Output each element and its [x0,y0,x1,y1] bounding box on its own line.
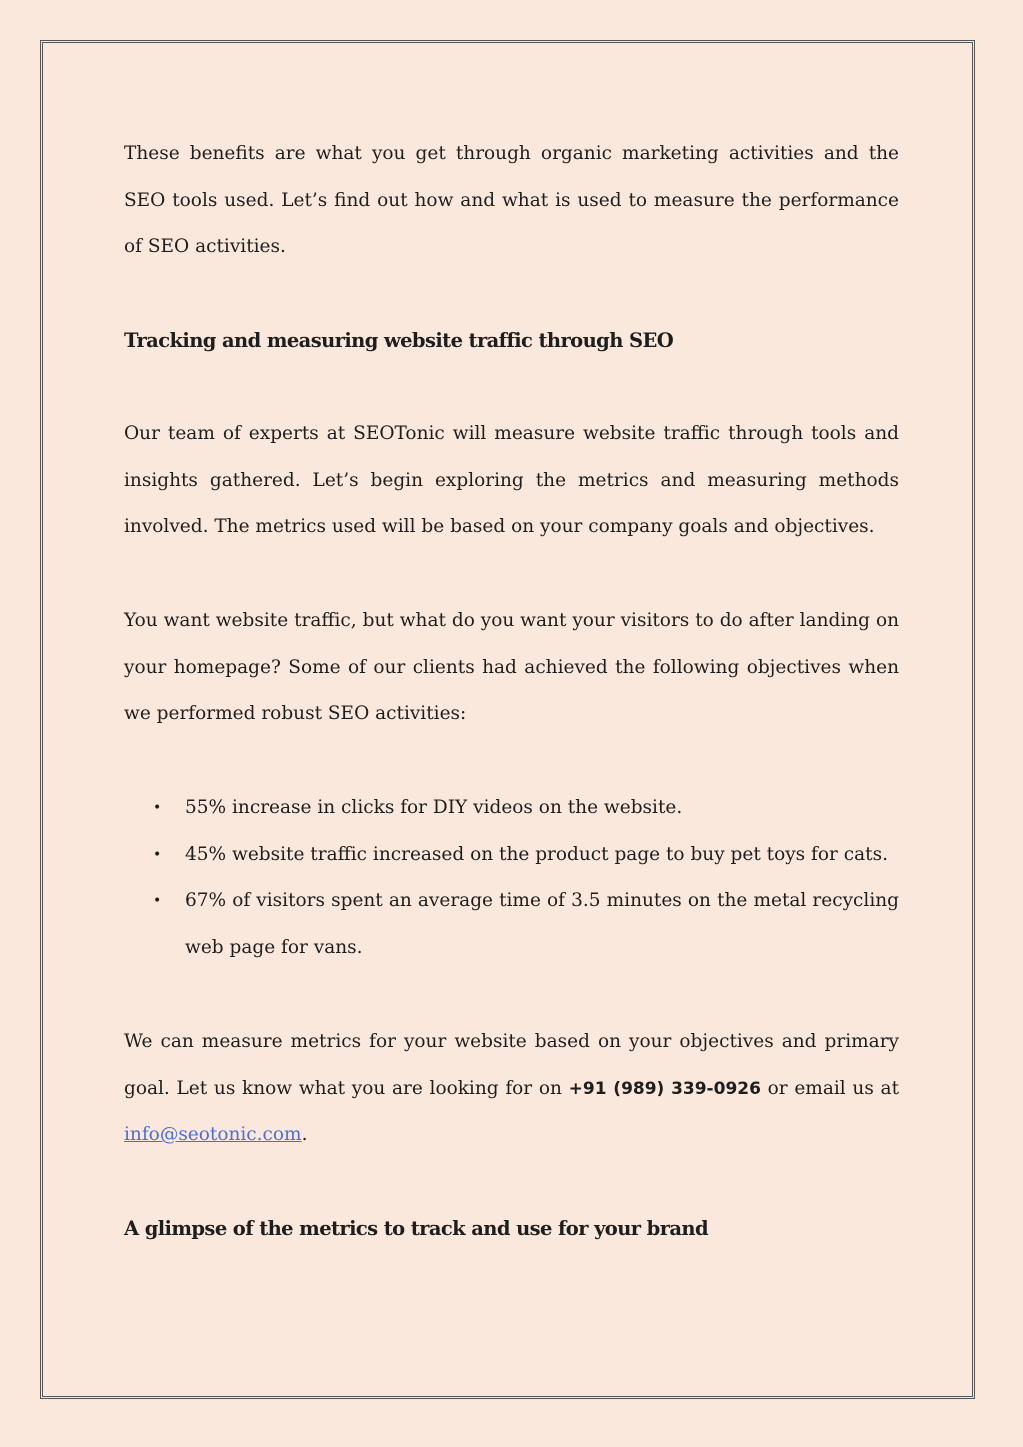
contact-paragraph-block [124,1019,899,1159]
intro-paragraph: These benefits are what you get through organic marketing activities and the SEO tools used. Let’s find out how and what is used to measure the performance of SEO activities. [124,143,899,258]
section-heading-tracking: Tracking and measuring website traffic through SEO [124,329,674,352]
contact-text-middle: or email us at [760,1077,900,1099]
phone-number: +91 (989) 339-0926 [568,1078,761,1099]
contact-text-after: . [301,1124,308,1146]
email-link[interactable]: info@seotonic.com [124,1124,302,1146]
intro-paragraph-block [124,131,899,271]
bullet-icon: • [153,800,162,816]
list-item-text: 45% website traffic increased on the product page to buy pet toys for cats. [185,843,888,865]
list-item [124,785,899,832]
paragraph-objectives: You want website traffic, but what do you want your visitors to do after landing on your homepage? Some of our clients had achieved the following objectives when we performed robust SEO activities: [124,610,899,725]
paragraph-objectives-block [124,598,899,738]
results-list [124,785,899,972]
contact-paragraph [124,1019,899,1159]
list-item [124,878,899,971]
paragraph-team: Our team of experts at SEOTonic will measure website traffic through tools and insights gathered. Let’s begin exploring the metrics and measuring methods involved. The metrics used will be based on your company goals and objectives. [124,423,899,538]
section-heading-metrics: A glimpse of the metrics to track and use for your brand [124,1217,709,1240]
results-list-block [124,785,899,972]
paragraph-team-block [124,411,899,551]
list-item-text: 55% increase in clicks for DIY videos on the website. [185,797,683,818]
list-item [124,832,899,879]
contact-text-before: We can measure metrics for your website based on your objectives and primary goal. Let us know what you are looking for on [124,1031,899,1099]
list-item-text: 67% of visitors spent an average time of 3.5 minutes on the metal recycling web page for vans. [185,890,899,959]
bullet-icon: • [153,893,162,910]
bullet-icon: • [153,846,162,863]
